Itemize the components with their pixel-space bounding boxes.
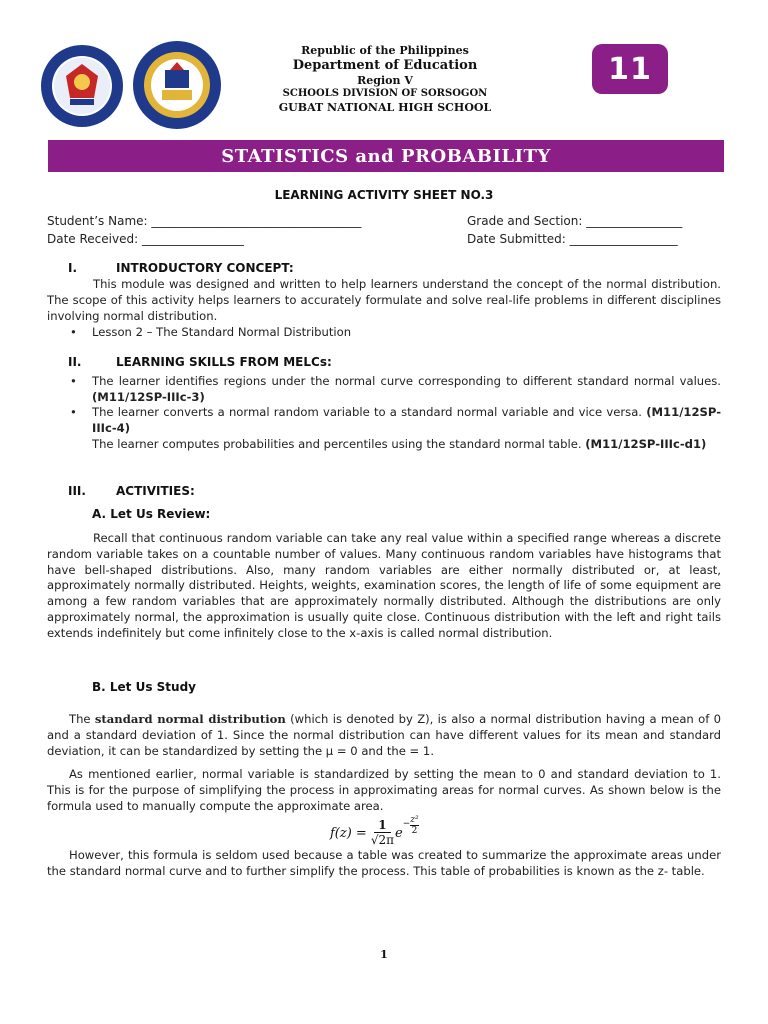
- melc-1-code: (M11/12SP-IIIc-3): [92, 389, 205, 404]
- melc-bullet-2: [92, 405, 721, 437]
- formula-exp-fraction: [410, 815, 418, 836]
- formula-lhs: f(z) =: [330, 825, 367, 841]
- section-2-number: II.: [68, 355, 82, 369]
- header-school: GUBAT NATIONAL HIGH SCHOOL: [278, 101, 492, 114]
- formula-exponent: [403, 815, 419, 836]
- melc-2-text: The learner converts a normal random variable to a standard normal variable and vice versa.: [92, 405, 642, 419]
- melc-bullet-1: [92, 374, 721, 406]
- grade-badge: 11: [592, 44, 668, 94]
- study-p1-pre: The: [69, 712, 95, 726]
- formula-denominator: √2π: [370, 833, 395, 847]
- deped-seal-logo: [40, 44, 124, 128]
- section-3-title: ACTIVITIES:: [116, 484, 195, 498]
- student-name-field[interactable]: Student’s Name: ___________________________________: [47, 214, 362, 228]
- subsection-b-title: B. Let Us Study: [92, 680, 196, 694]
- review-paragraph: Recall that continuous random variable can take any real value within a specified range whereas a discrete random variable takes on a countable number of values. Many continuous random variables have histograms that have bell-shaped distributions. Also, many random variables are either normally distributed or, at least, approximately normally distributed. Heights, weights, examination scores, the length of life of some equipment are among a few random variables that are approximately normally distributed. Although the distributions are only approximately normal, the approximation is usually quite close. Continuous distribution with the left and right tails extends indefinitely but come infinitely close to the x-axis is called normal distribution.: [47, 531, 721, 640]
- study-paragraph-3: However, this formula is seldom used because a table was created to summarize the approximate areas under the standard normal curve and to further simplify the process. This table of probabilities is known as the z- table.: [47, 848, 721, 878]
- grade-section-field[interactable]: Grade and Section: ________________: [467, 214, 683, 228]
- header-region: Region V: [357, 74, 413, 87]
- section-1-number: I.: [68, 261, 78, 275]
- section-1-paragraph: This module was designed and written to help learners understand the concept of the normal distribution. The scope of this activity helps learners to accurately formulate and solve real-life problems in different disciplines involving normal distribution.: [47, 277, 721, 323]
- header-division: SCHOOLS DIVISION OF SORSOGON: [282, 88, 488, 99]
- formula-fraction: [371, 818, 394, 848]
- header-department: Department of Education: [292, 58, 478, 73]
- melc-2-code: (M11/12SP-IIIc-4): [92, 405, 722, 435]
- formula-exp-sign: −: [402, 818, 411, 829]
- study-paragraph-2: As mentioned earlier, normal variable is standardized by setting the mean to 0 and standard deviation to 1. This is for the purpose of simplifying the process in approximating areas for normal curves. As shown below is the formula used to manually compute the approximate area.: [47, 767, 721, 813]
- formula-exp-numerator: z²: [410, 814, 419, 825]
- section-1-title: INTRODUCTORY CONCEPT:: [116, 261, 294, 275]
- melc-3-code: (M11/12SP-IIIc-d1): [585, 437, 707, 451]
- melc-3-text: The learner computes probabilities and percentiles using the standard normal table.: [92, 437, 582, 451]
- melc-paragraph-3: [92, 437, 721, 453]
- subsection-a-title: A. Let Us Review:: [92, 507, 211, 521]
- page-number: 1: [380, 948, 388, 961]
- pdf-formula: [330, 815, 419, 851]
- date-submitted-field[interactable]: Date Submitted: __________________: [467, 232, 678, 246]
- sheet-title: LEARNING ACTIVITY SHEET NO.3: [274, 188, 494, 202]
- subject-banner: STATISTICS and PROBABILITY: [48, 140, 724, 172]
- header-republic: Republic of the Philippines: [301, 44, 469, 57]
- formula-exp-denominator: 2: [411, 825, 418, 836]
- section-2-title: LEARNING SKILLS FROM MELCs:: [116, 355, 332, 369]
- section-1-bullet: • Lesson 2 – The Standard Normal Distribution: [92, 325, 692, 341]
- formula-e: e: [395, 825, 403, 841]
- study-p1-term: standard normal distribution: [94, 712, 286, 726]
- study-p1-post: (which is denoted by Z), is also a normal distribution having a mean of 0 and a standard deviation of 1. Since the normal distribution can have different values for its mean and standard deviation, it can be standardized by setting the μ = 0 and the = 1.: [47, 712, 721, 758]
- section-3-number: III.: [68, 484, 86, 498]
- study-paragraph-1: [47, 712, 721, 759]
- formula-numerator: 1: [374, 818, 390, 833]
- melc-1-text: The learner identifies regions under the normal curve corresponding to different standard normal values.: [92, 374, 721, 388]
- date-received-field[interactable]: Date Received: _________________: [47, 232, 244, 246]
